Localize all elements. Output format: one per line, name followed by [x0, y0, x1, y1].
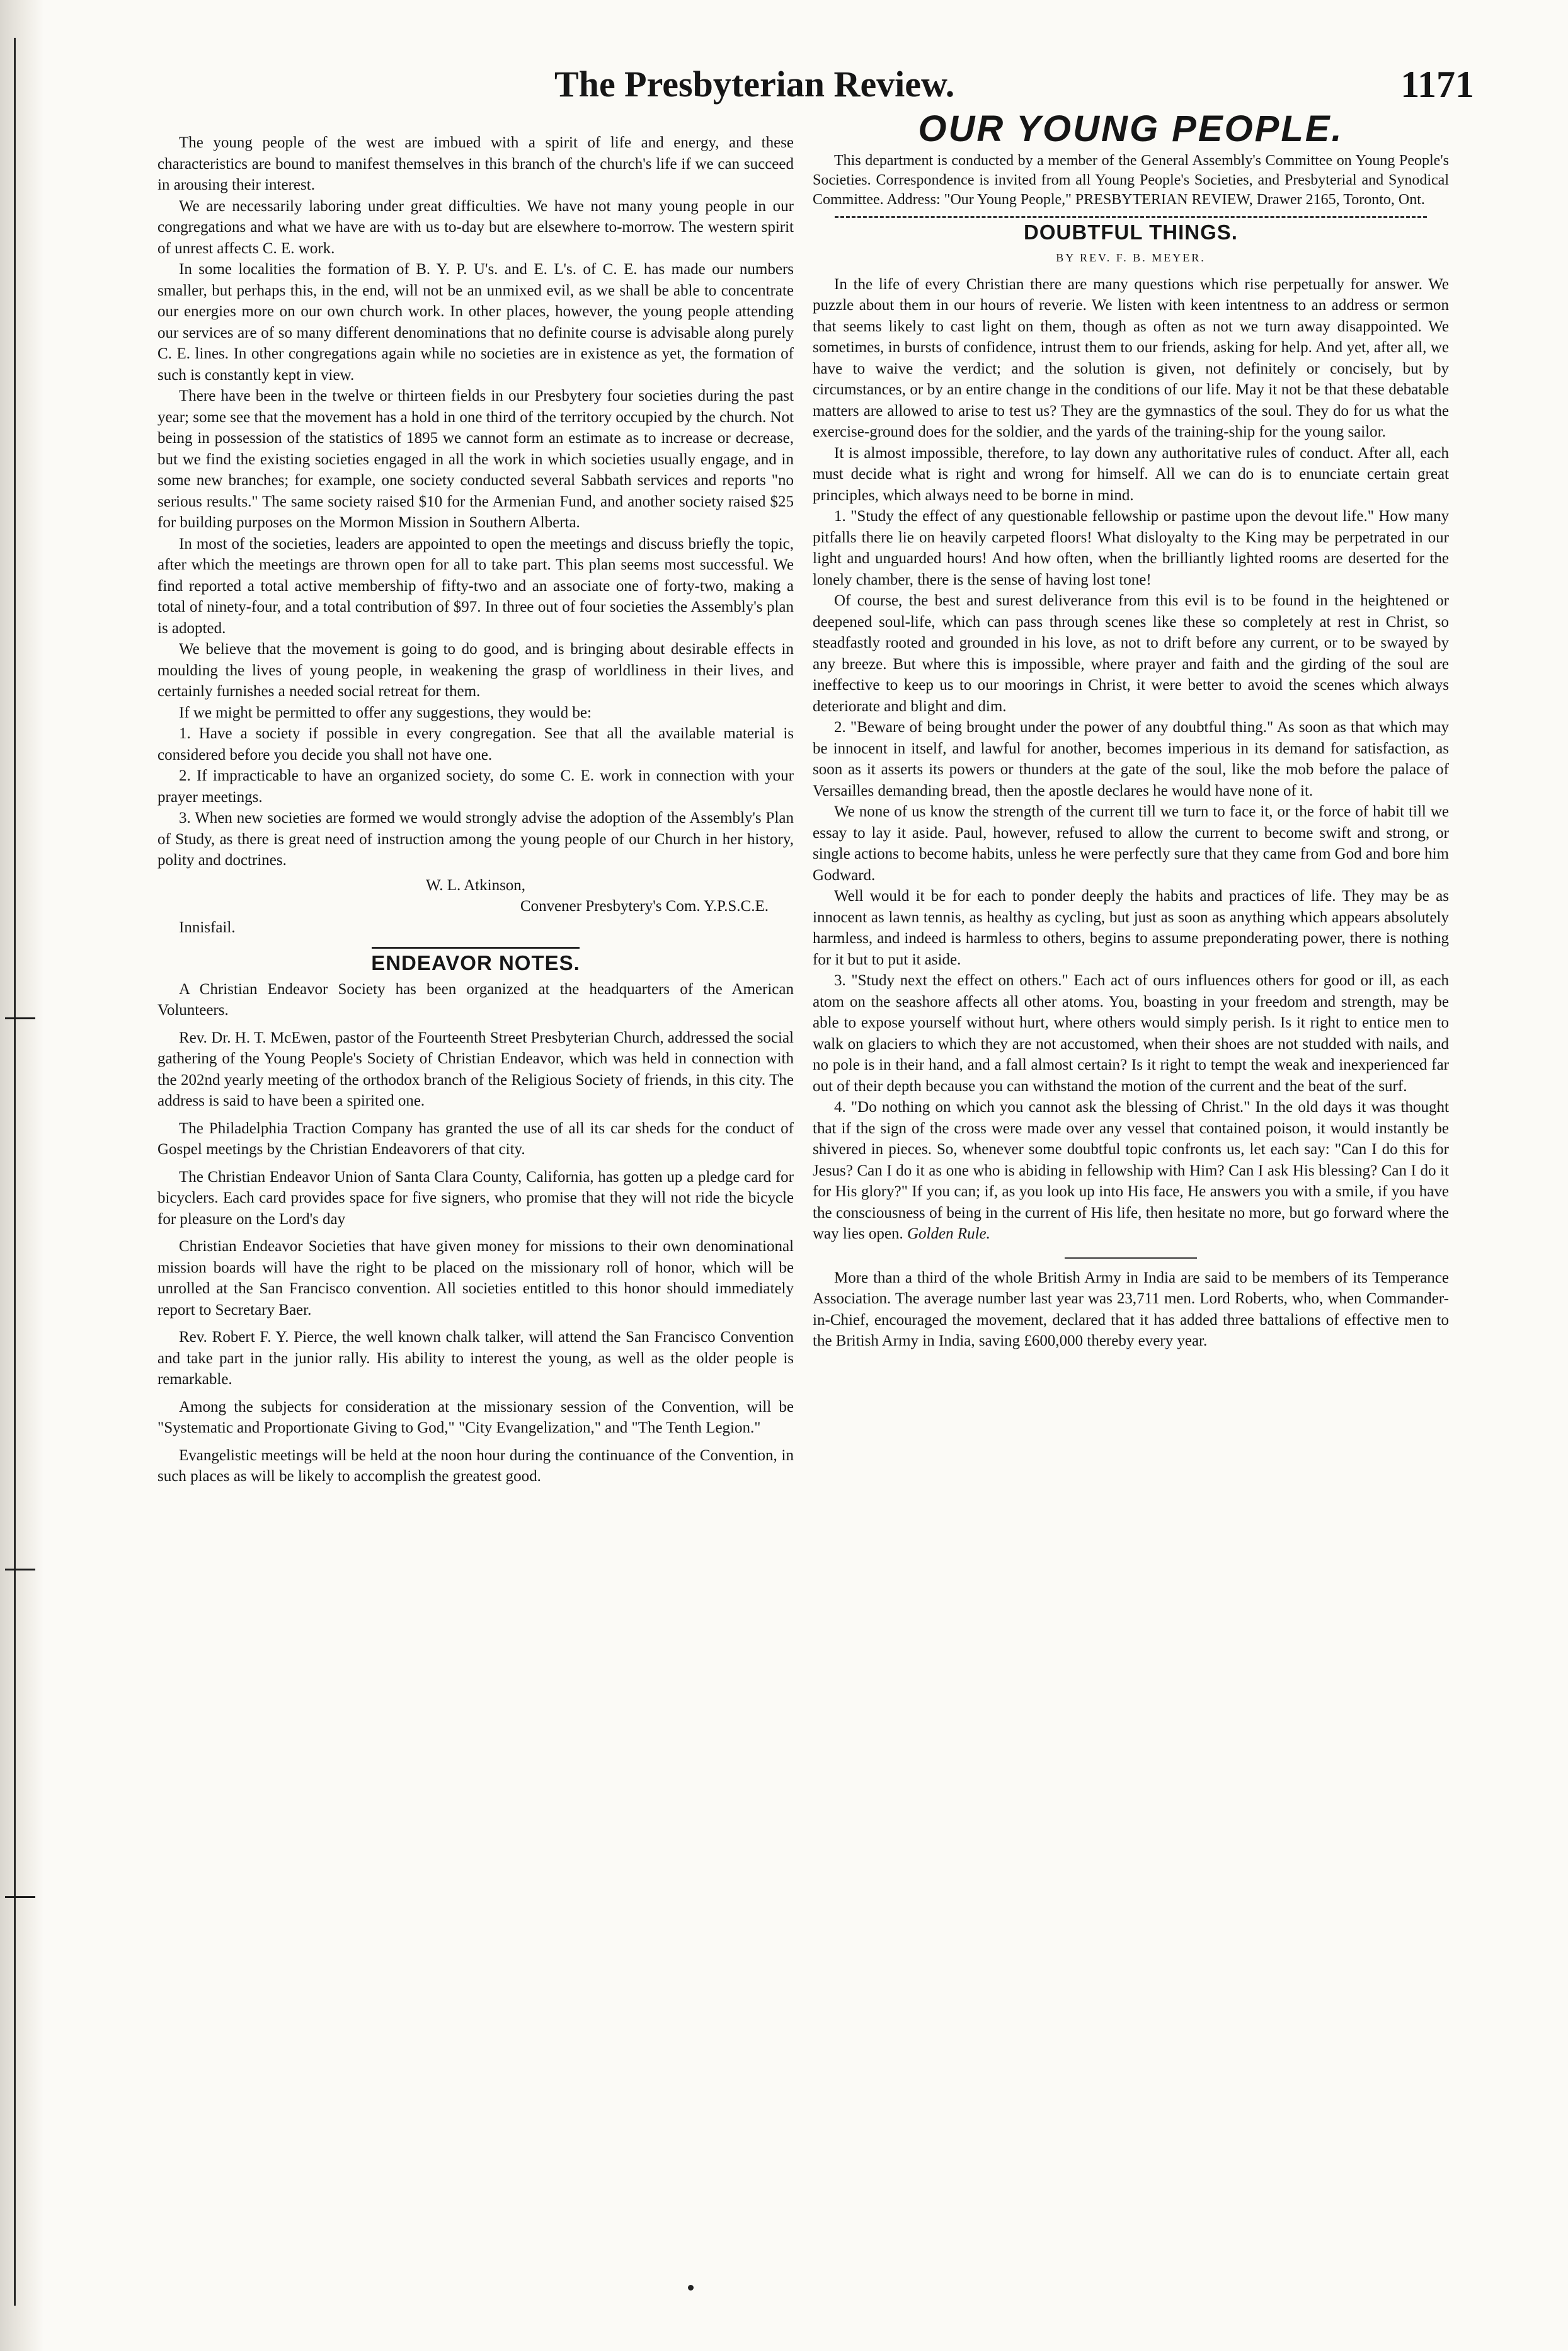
paragraph: The young people of the west are imbued with a spirit of life and energy, and these characteristics are bound to manifest themselves in this branch of the church's life if we can succeed in arousing their interest.	[157, 134, 794, 193]
paragraph: We believe that the movement is going to do good, and is bringing about desirable effects in moulding the lives of young people, in weakening the grasp of worldliness in their lives, and certainly furnishes a needed social retreat for them.	[157, 641, 794, 700]
right-column	[813, 108, 1449, 2325]
article-paragraph: In the life of every Christian there are many questions which rise perpetually for answer. We puzzle about them in our hours of reverie. We listen with keen intentness to an address or sermon that seems likely to cast light on them, though as often as not we turn away disappointed. We sometimes, in bursts of confidence, intrust them to our friends, asking for help. And yet, after all, we have to waive the verdict; and the solution is given, not definitely or concisely, but by circumstances, or by an entire change in the conditions of our life. May it not be that these debatable matters are allowed to arise to test us? They are the gymnastics of the soul. They do for us what the exercise-ground does for the soldier, and the yards of the training-ship for the young sailor.	[813, 275, 1449, 440]
paragraph: In most of the societies, leaders are appointed to open the meetings and discuss briefly the topic, after which the meetings are thrown open for all to take part. This plan seems most successful. We find reported a total active membership of fifty-two and an associate one of forty-two, making a total of ninety-four, and a total contribution of $97. In three out of four societies the Assembly's plan is adopted.	[157, 535, 794, 637]
suggestion-item: 3. When new societies are formed we would strongly advise the adoption of the Assembly's Plan of Study, as there is great need of instruction among the young people of our Church in her history, polity and doctrines.	[157, 809, 794, 869]
article-byline: BY REV. F. B. MEYER.	[1056, 251, 1206, 264]
dashed-rule	[835, 216, 1427, 218]
article-paragraph-text: 4. "Do nothing on which you cannot ask the blessing of Christ." In the old days it was thought that if the sign of the cross were made over any vessel that contained poison, it would instantly be shivered in pieces. So, whenever some doubtful topic confronts us, let each say: "Can I do this for Jesus? Can I do it as one who is abiding in fellowship with Him? Can I ask His blessing? Can I do it for His glory?" If you can; if, as you look up into His face, He answers you with a smile, if you have the consciousness of being in the current of His life, then hesitate no more, but go forward where the way lies open.	[813, 1099, 1449, 1242]
article-paragraph: Of course, the best and surest deliverance from this evil is to be found in the heightened or deepened soul-life, which can pass through scenes like these so completely at rest in Christ, so steadfastly rooted and grounded in his love, as not to drift before any current, or to be swayed by any breeze. But where this is impossible, where prayer and faith and the girding of the soul are ineffective to keep us to our moorings in Christ, it were better to avoid the scenes which always deteriorate and blight and dim.	[813, 592, 1449, 715]
news-item: The Philadelphia Traction Company has granted the use of all its car sheds for the conduct of Gospel meetings by the Christian Endeavorers of that city.	[157, 1119, 794, 1158]
paragraph: If we might be permitted to offer any suggestions, they would be:	[179, 704, 592, 721]
suggestion-item: 1. Have a society if possible in every congregation. See that all the available material is considered before you decide you shall not have one.	[157, 725, 794, 764]
article-paragraph: We none of us know the strength of the current till we turn to face it, or the force of habit till we essay to lay it aside. Paul, however, refused to allow the current to become swift and strong, or single actions to become habits, unless he were perfectly sure that they came from God and bore him Godward.	[813, 803, 1449, 884]
left-column	[157, 132, 794, 2325]
article-paragraph: 3. "Study next the effect on others." Each act of ours influences others for good or ill, as each atom on the seashore affects all other atoms. You, boasting in your freedom and strength, may be able to expose yourself without hurt, where others would simply perish. Is it right to entice men to walk on glaciers to which they are not accustomed, when their shoes are not studded with nails, and no pole is in their hand, and a fall almost certain? Is it right to tempt the weak and inexperienced far out of their depth because you can withstand the motion of the current and the beat of the surf.	[813, 972, 1449, 1095]
article-paragraph: 2. "Beware of being brought under the power of any doubtful thing." As soon as that which may be innocent in itself, and lawful for another, becomes imperious in its demand for satisfaction, as soon as it asserts its powers or thunders at the gate of the soul, like the mob before the palace of Versailles demanding bread, then the apostle declares he would have none of it.	[813, 719, 1449, 799]
paragraph: In some localities the formation of B. Y. P. U's. and E. L's. of C. E. has made our numbers smaller, but perhaps this, in the end, will not be an unmixed evil, as we shall be able to concentrate our energies more on our own church work. In other places, however, the young people attending our services are of so many different denominations that no definite course is advisable along purely C. E. lines. In other congregations again while no societies are in existence as yet, the formation of such is constantly kept in view.	[157, 261, 794, 384]
page-binding	[0, 0, 44, 2351]
news-item: A Christian Endeavor Society has been organized at the headquarters of the American Volunteers.	[157, 980, 794, 1019]
signature-title: Convener Presbytery's Com. Y.P.S.C.E.	[520, 898, 769, 915]
news-item: Evangelistic meetings will be held at the noon hour during the continuance of the Convention, in such places as will be likely to accomplish the greatest good.	[157, 1446, 794, 1485]
article-paragraph: Well would it be for each to ponder deeply the habits and practices of life. They may be as innocent as lawn tennis, as healthy as cycling, but just as soon as anything which appears absolutely harmless, and indeed is harmless to others, begins to assume preponderating power, there is nothing for it but to put it aside.	[813, 888, 1449, 968]
page-number: 1171	[1400, 64, 1474, 105]
signature-place: Innisfail.	[179, 918, 236, 936]
binding-tick	[5, 1896, 35, 1898]
article-title: DOUBTFUL THINGS.	[1024, 220, 1238, 244]
article-paragraph	[813, 1097, 1449, 1245]
news-item: More than a third of the whole British Army in India are said to be members of its Temperance Association. The average number last year was 23,711 men. Lord Roberts, who, when Commander-in-Chief, encouraged the movement, declared that it has added three battalions of effective men to the British Army in India, saving £600,000 thereby every year.	[813, 1269, 1449, 1349]
running-title: The Presbyterian Review.	[554, 64, 955, 105]
ink-dot	[688, 2285, 694, 2291]
paragraph: There have been in the twelve or thirteen fields in our Presbytery four societies during the past year; some see that the movement has a hold in one third of the territory occupied by the church. Not being in possession of the statistics of 1895 we cannot form an estimate as to increase or decrease, but we find the existing societies engaged in all the work in which societies usually engage, and in some new branches; for example, one society conducted several Sabbath services and reports "no serious results." The same society raised $10 for the Armenian Fund, and another society raised $25 for building purposes on the Mormon Mission in Southern Alberta.	[157, 387, 794, 531]
news-item: The Christian Endeavor Union of Santa Clara County, California, has gotten up a pledge card for bicyclers. Each card provides space for five signers, who promise that they will not ride the bicycle for pleasure on the Lord's day	[157, 1168, 794, 1228]
our-young-people-heading: OUR YOUNG PEOPLE.	[918, 108, 1344, 149]
department-intro: This department is conducted by a member of the General Assembly's Committee on Young People's Societies. Correspondence is invited from all Young People's Societies, and Presbyterial and Synodical Committee. Address: "Our Young People," PRESBYTERIAN REVIEW, Drawer 2165, Toronto, Ont.	[813, 152, 1449, 208]
binding-tick	[5, 1017, 35, 1019]
paragraph: We are necessarily laboring under great difficulties. We have not many young people in our congregations and what we have are with us to-day but are elsewhere to-morrow. The western spirit of unrest affects C. E. work.	[157, 197, 794, 257]
news-item: Rev. Dr. H. T. McEwen, pastor of the Fourteenth Street Presbyterian Church, addressed the social gathering of the Young People's Society of Christian Endeavor, which was held in connection with the 202nd yearly meeting of the orthodox branch of the Religious Society of friends, in this city. The address is said to have been a spirited one.	[157, 1029, 794, 1109]
source-credit: Golden Rule.	[907, 1225, 990, 1242]
short-rule	[1065, 1257, 1197, 1259]
binding-line	[14, 38, 16, 2306]
article-paragraph: It is almost impossible, therefore, to lay down any authoritative rules of conduct. After all, each must decide what is right and wrong for himself. All we can do is to enunciate certain great principles, which always need to be borne in mind.	[813, 444, 1449, 504]
news-item: Christian Endeavor Societies that have given money for missions to their own denominational mission boards will have the right to be placed on the missionary roll of honor, which will be unrolled at the San Francisco convention. All societies entitled to this honor should immediately report to Secretary Baer.	[157, 1238, 794, 1319]
article-paragraph: 1. "Study the effect of any questionable fellowship or pastime upon the devout life." How many pitfalls there lie on heavily carpeted floors! What disloyalty to the King may be perpetrated in our light and unguarded hours! And how often, when the brilliantly lighted rooms are deserted for the lonely chamber, there is the sense of having lost tone!	[813, 508, 1449, 588]
section-rule	[372, 947, 580, 949]
endeavor-notes-heading: ENDEAVOR NOTES.	[371, 951, 580, 975]
news-item: Among the subjects for consideration at the missionary session of the Convention, will be "Systematic and Proportionate Giving to God," "City Evangelization," and "The Tenth Legion."	[157, 1398, 794, 1436]
signature-name: W. L. Atkinson,	[425, 876, 526, 894]
news-item: Rev. Robert F. Y. Pierce, the well known chalk talker, will attend the San Francisco Convention and take part in the junior rally. His ability to interest the young, as well as the older people is remarkable.	[157, 1329, 794, 1388]
suggestion-item: 2. If impracticable to have an organized society, do some C. E. work in connection with your prayer meetings.	[157, 767, 794, 806]
binding-tick	[5, 1569, 35, 1570]
